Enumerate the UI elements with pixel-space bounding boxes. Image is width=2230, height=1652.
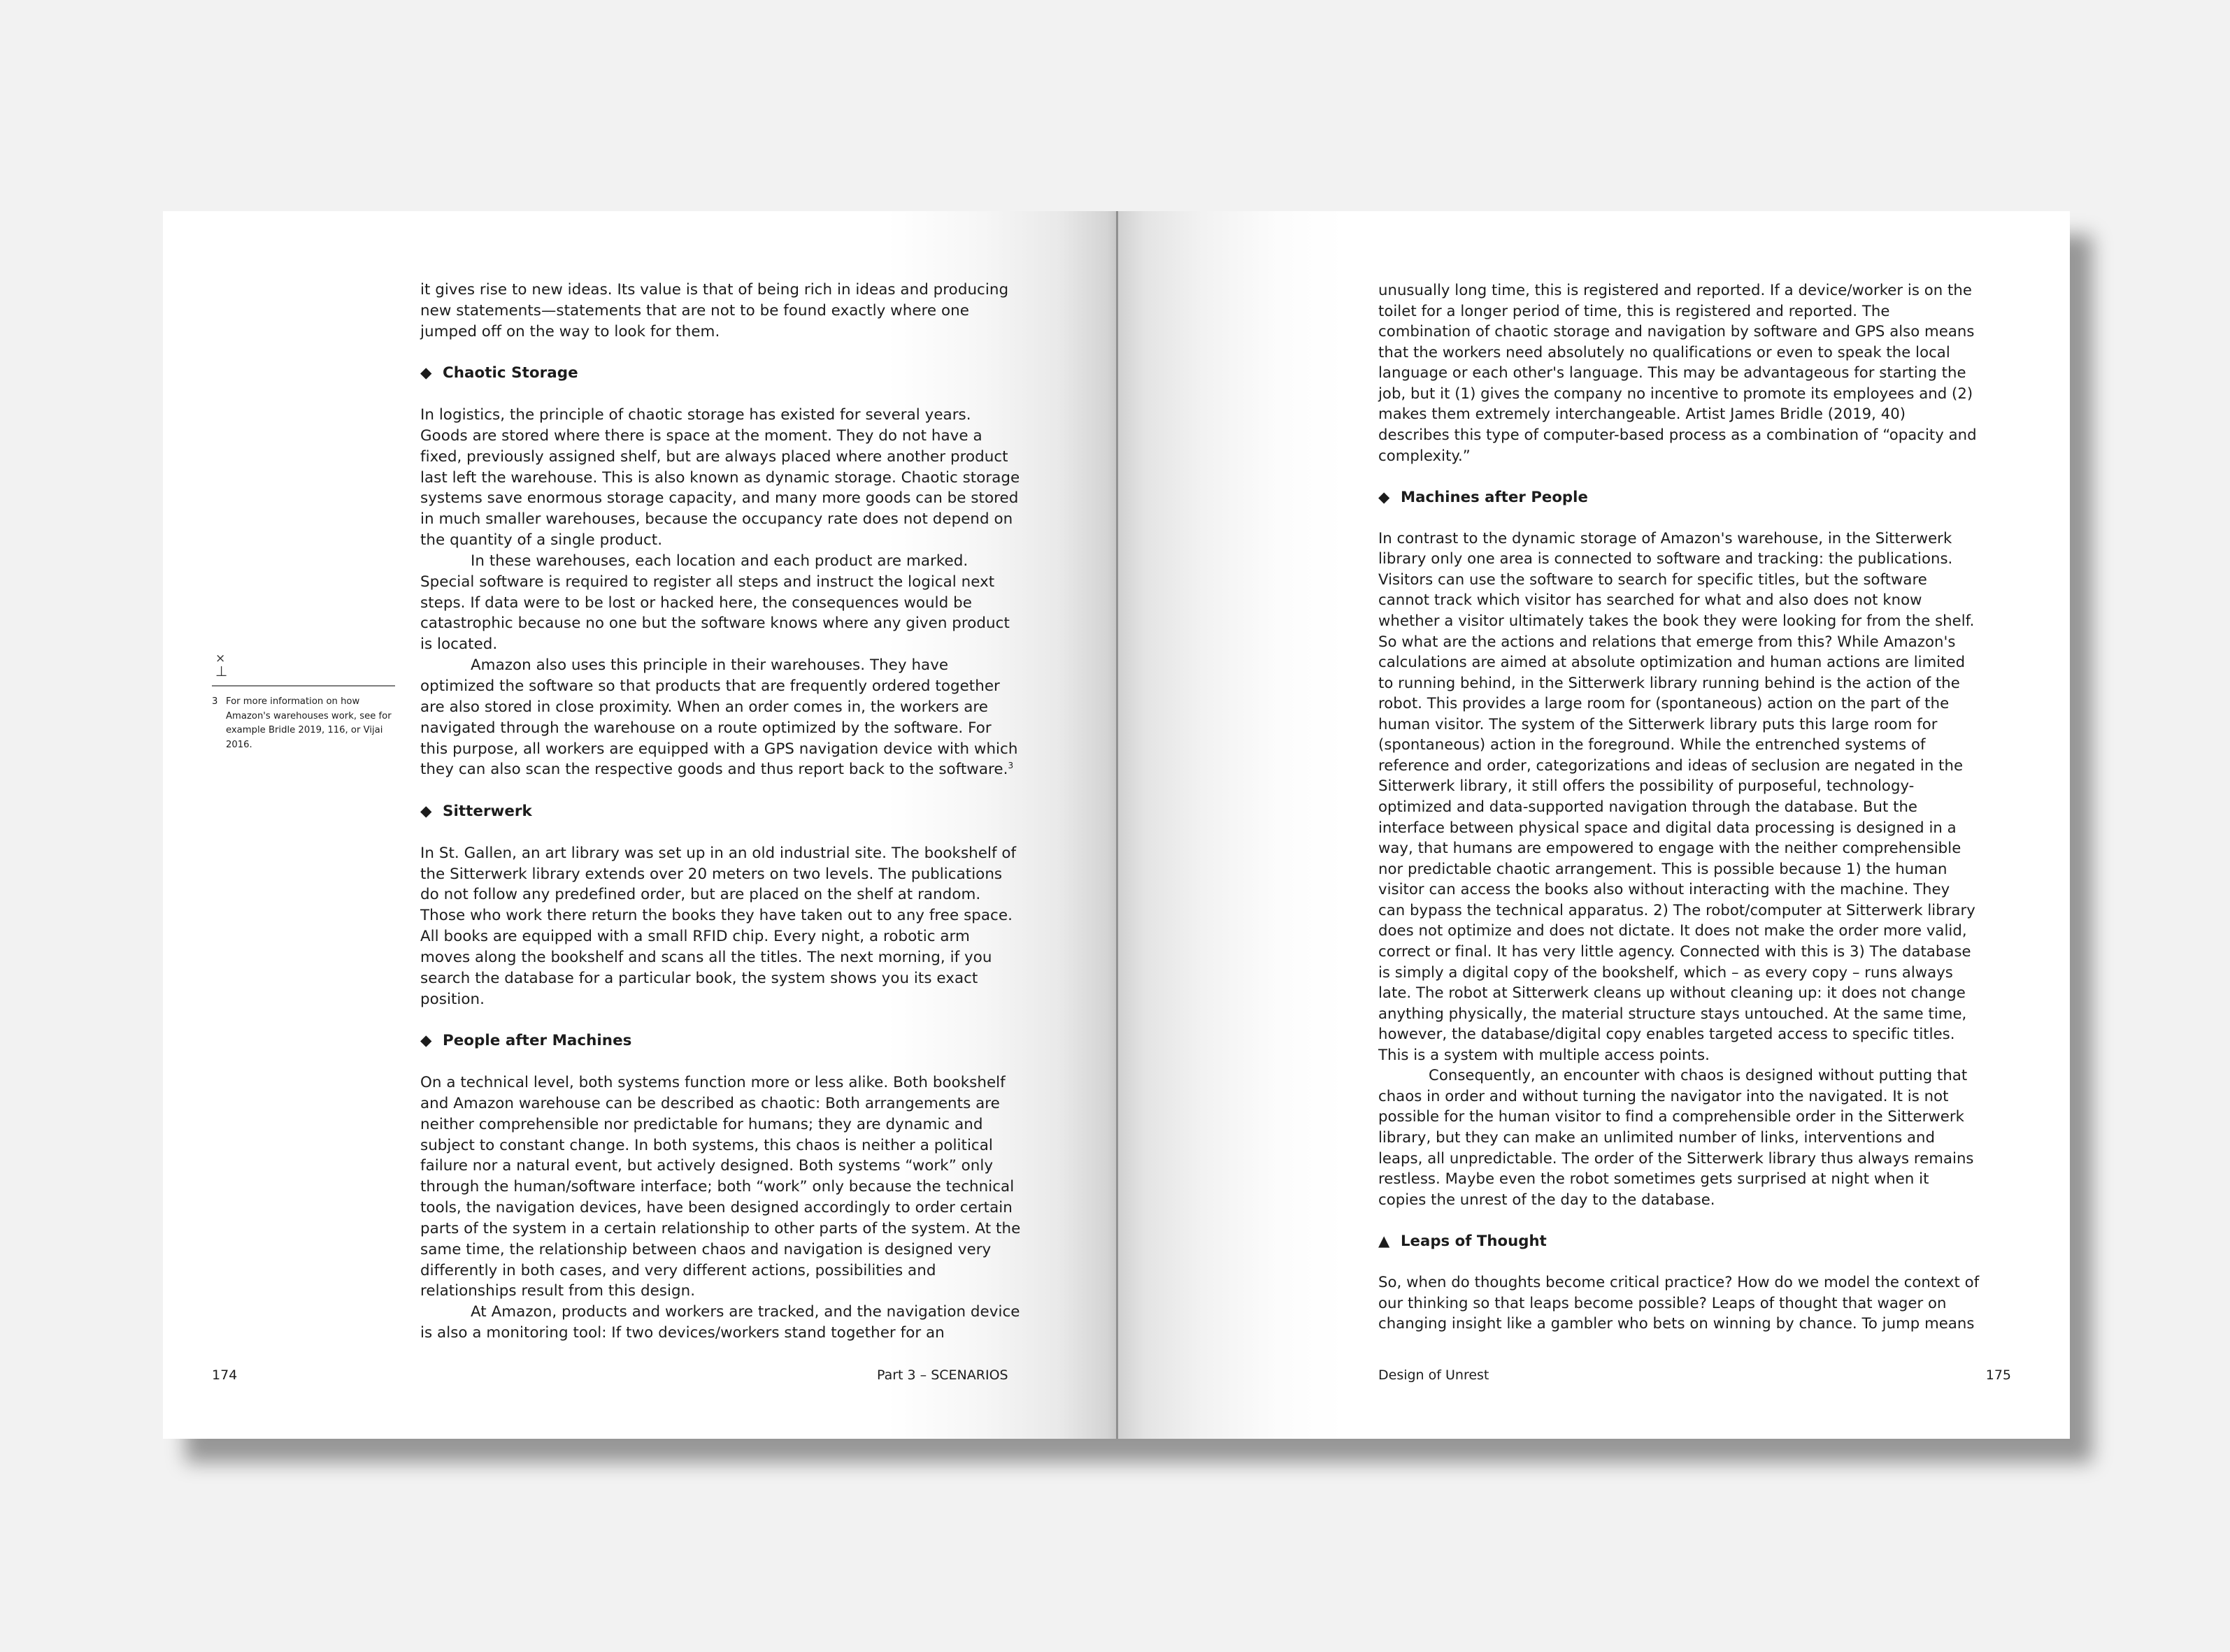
- footnote-marker-icon: [212, 653, 395, 678]
- running-head-right: Design of Unrest: [1378, 1367, 1489, 1383]
- footnote-text: For more information on how Amazon's warehouses work, see for example Bridle 2019, 116, or Vijai 2016.: [226, 696, 392, 750]
- section-heading-text: Chaotic Storage: [443, 364, 578, 382]
- diamond-bullet-icon: ◆: [420, 364, 432, 382]
- section-heading-machines-after-people: [1378, 487, 1980, 508]
- section-heading-people-after-machines: [420, 1030, 1022, 1051]
- section-heading-text: People after Machines: [443, 1032, 632, 1050]
- page-number-left: 174: [212, 1367, 238, 1383]
- section-heading-text: Leaps of Thought: [1401, 1231, 1547, 1249]
- diamond-bullet-icon: ◆: [1378, 487, 1390, 505]
- footnote-reference-3: 3: [1008, 761, 1014, 771]
- footnote-area: [212, 653, 395, 752]
- paragraph: In St. Gallen, an art library was set up in an old industrial site. The bookshelf of the Sitterwerk library extends over 20 meters on two levels. The publications do not follow any predefined order, but are placed on the shelf at random. Those who work there return the books they have taken out to any free space. All books are equipped with a small RFID chip. Every night, a robotic arm moves along the bookshelf and scans all the titles. The next morning, if you search the database for a particular book, the system shows you its exact position.: [420, 844, 1017, 1008]
- left-text-column: [420, 280, 1022, 1344]
- paragraph-with-footnote: [420, 655, 1022, 780]
- paragraph: In contrast to the dynamic storage of Amazon's warehouse, in the Sitterwerk library only one area is connected to software and tracking: the publications. Visitors can use the software to search for specific titles, but the software cannot track which visitor has searched for what and also does not know whether a visitor ultimately takes the book they were looking for from the shelf. So what are the actions and relations that emerge from this? While Amazon's calculations are aimed at absolute optimization and human actions are limited to running behind, in the Sitterwerk library running behind is the action of the robot. This provides a large room for (spontaneous) action on the part of the human visitor. The system of the Sitterwerk library puts this large room for (spontaneous) action in the foreground. While the entrenched systems of reference and order, categorizations and ideas of seclusion are negated in the Sitterwerk library, it still offers the possibility of purposeful, technology-optimized and data-supported navigation through the database. But the interface between physical space and digital data processing is designed in a way, that humans are empowered to engage with the neither comprehensible nor predictable chaotic arrangement. This is possible because 1) the human visitor can access the books also without interacting with the machine. They can bypass the technical apparatus. 2) The robot/computer at Sitterwerk library does not optimize and does not dictate. It does not make the order more valid, correct or final. It has very little agency. Connected with this is 3) The database is simply a digital copy of the bookshelf, which – as every copy – runs always late. The robot at Sitterwerk cleans up without cleaning up: it does not change anything physically, the material structure stays untouched. At the same time, however, the database/digital copy enables targeted access to specific titles. This is a system with multiple access points.: [1378, 529, 1975, 1063]
- diamond-bullet-icon: ◆: [420, 803, 432, 821]
- paragraph: In logistics, the principle of chaotic storage has existed for several years. Goods are stored where there is space at the moment. They do not have a fixed, previously assigned shelf, but are always placed where another product last left the warehouse. This is also known as dynamic storage. Chaotic storage systems save enormous storage capacity, and many more goods can be stored in much smaller warehouses, because the occupancy rate does not depend on the quantity of a single product.: [420, 406, 1020, 550]
- open-book-spread: [163, 211, 2070, 1439]
- left-page: [163, 211, 1117, 1439]
- footnote-marker-bottom: ⊥: [215, 663, 228, 680]
- footnote-3: [212, 695, 395, 752]
- running-head-left: Part 3 – SCENARIOS: [877, 1367, 1008, 1383]
- right-page: [1117, 211, 2070, 1439]
- paragraph: On a technical level, both systems function more or less alike. Both bookshelf and Amazon warehouse can be described as chaotic: Both arrangements are neither comprehensible nor predictable for humans; they are dynamic and subject to constant change. In both systems, this chaos is neither a political failure nor a natural event, but actively designed. Both systems “work” only through the human/software interface; both “work” only because the technical tools, the navigation devices, have been designed accordingly to order certain parts of the system in a certain relationship to other parts of the system. At the same time, the relationship between chaos and navigation is designed very differently in both cases, and very different actions, possibilities and relationships result from this design.: [420, 1073, 1021, 1300]
- book-spine-gutter: [1116, 211, 1118, 1439]
- section-heading-chaotic-storage: [420, 363, 1022, 384]
- right-text-column: [1378, 280, 1980, 1334]
- paragraph: At Amazon, products and workers are tracked, and the navigation device is also a monitoring tool: If two devices/workers stand together for an: [420, 1303, 1020, 1342]
- section-heading-sitterwerk: [420, 801, 1022, 822]
- footnote-rule: [212, 685, 395, 687]
- section-heading-text: Sitterwerk: [443, 803, 532, 821]
- footnote-number: 3: [212, 696, 218, 707]
- paragraph: So, when do thoughts become critical practice? How do we model the context of our thinking so that leaps become possible? Leaps of thought that wager on changing insight like a gambler who bets on winning by chance. To jump means: [1378, 1272, 1980, 1333]
- triangle-bullet-icon: ▲: [1378, 1231, 1390, 1249]
- paragraph: In these warehouses, each location and each product are marked. Special software is required to register all steps and instruct the logical next steps. If data were to be lost or hacked here, the consequences would be catastrophic because no one but the software knows where any given product is located.: [420, 552, 1010, 654]
- paragraph-text: Amazon also uses this principle in their warehouses. They have optimized the software so that products that are frequently ordered together are also stored in close proximity. When an order comes in, the workers are navigated through the warehouse on a route optimized by the software. For this purpose, all workers are equipped with a GPS navigation device with which they can also scan the respective goods and thus report back to the software.: [420, 656, 1018, 779]
- footnote-marker-top: ×: [215, 652, 226, 666]
- section-heading-leaps-of-thought: [1378, 1230, 1980, 1251]
- diamond-bullet-icon: ◆: [420, 1032, 432, 1050]
- page-number-right: 175: [1985, 1367, 2011, 1383]
- opening-paragraph: it gives rise to new ideas. Its value is that of being rich in ideas and producing new statements—statements that are not to be found exactly where one jumped off on the way to look for them.: [420, 281, 1009, 340]
- opening-paragraph: unusually long time, this is registered and reported. If a device/worker is on the toilet for a longer period of time, this is registered and reported. The combination of chaotic storage and navigation by software and GPS also means that the workers need absolutely no qualifications or even to speak the local language or each other's language. This may be advantageous for starting the job, but it (1) gives the company no incentive to promote its employees and (2) makes them extremely interchangeable. Artist James Bridle (2019, 40) describes this type of computer-based process as a combination of “opacity and complexity.”: [1378, 281, 1977, 464]
- section-heading-text: Machines after People: [1401, 487, 1588, 505]
- paragraph: Consequently, an encounter with chaos is designed without putting that chaos in order and without turning the navigator into the navigated. It is not possible for the human visitor to find a comprehensible order in the Sitterwerk library, but they can make an unlimited number of links, interventions and leaps, all unpredictable. The order of the Sitterwerk library thus always remains restless. Maybe even the robot sometimes gets surprised at night when it copies the unrest of the day to the database.: [1378, 1066, 1974, 1208]
